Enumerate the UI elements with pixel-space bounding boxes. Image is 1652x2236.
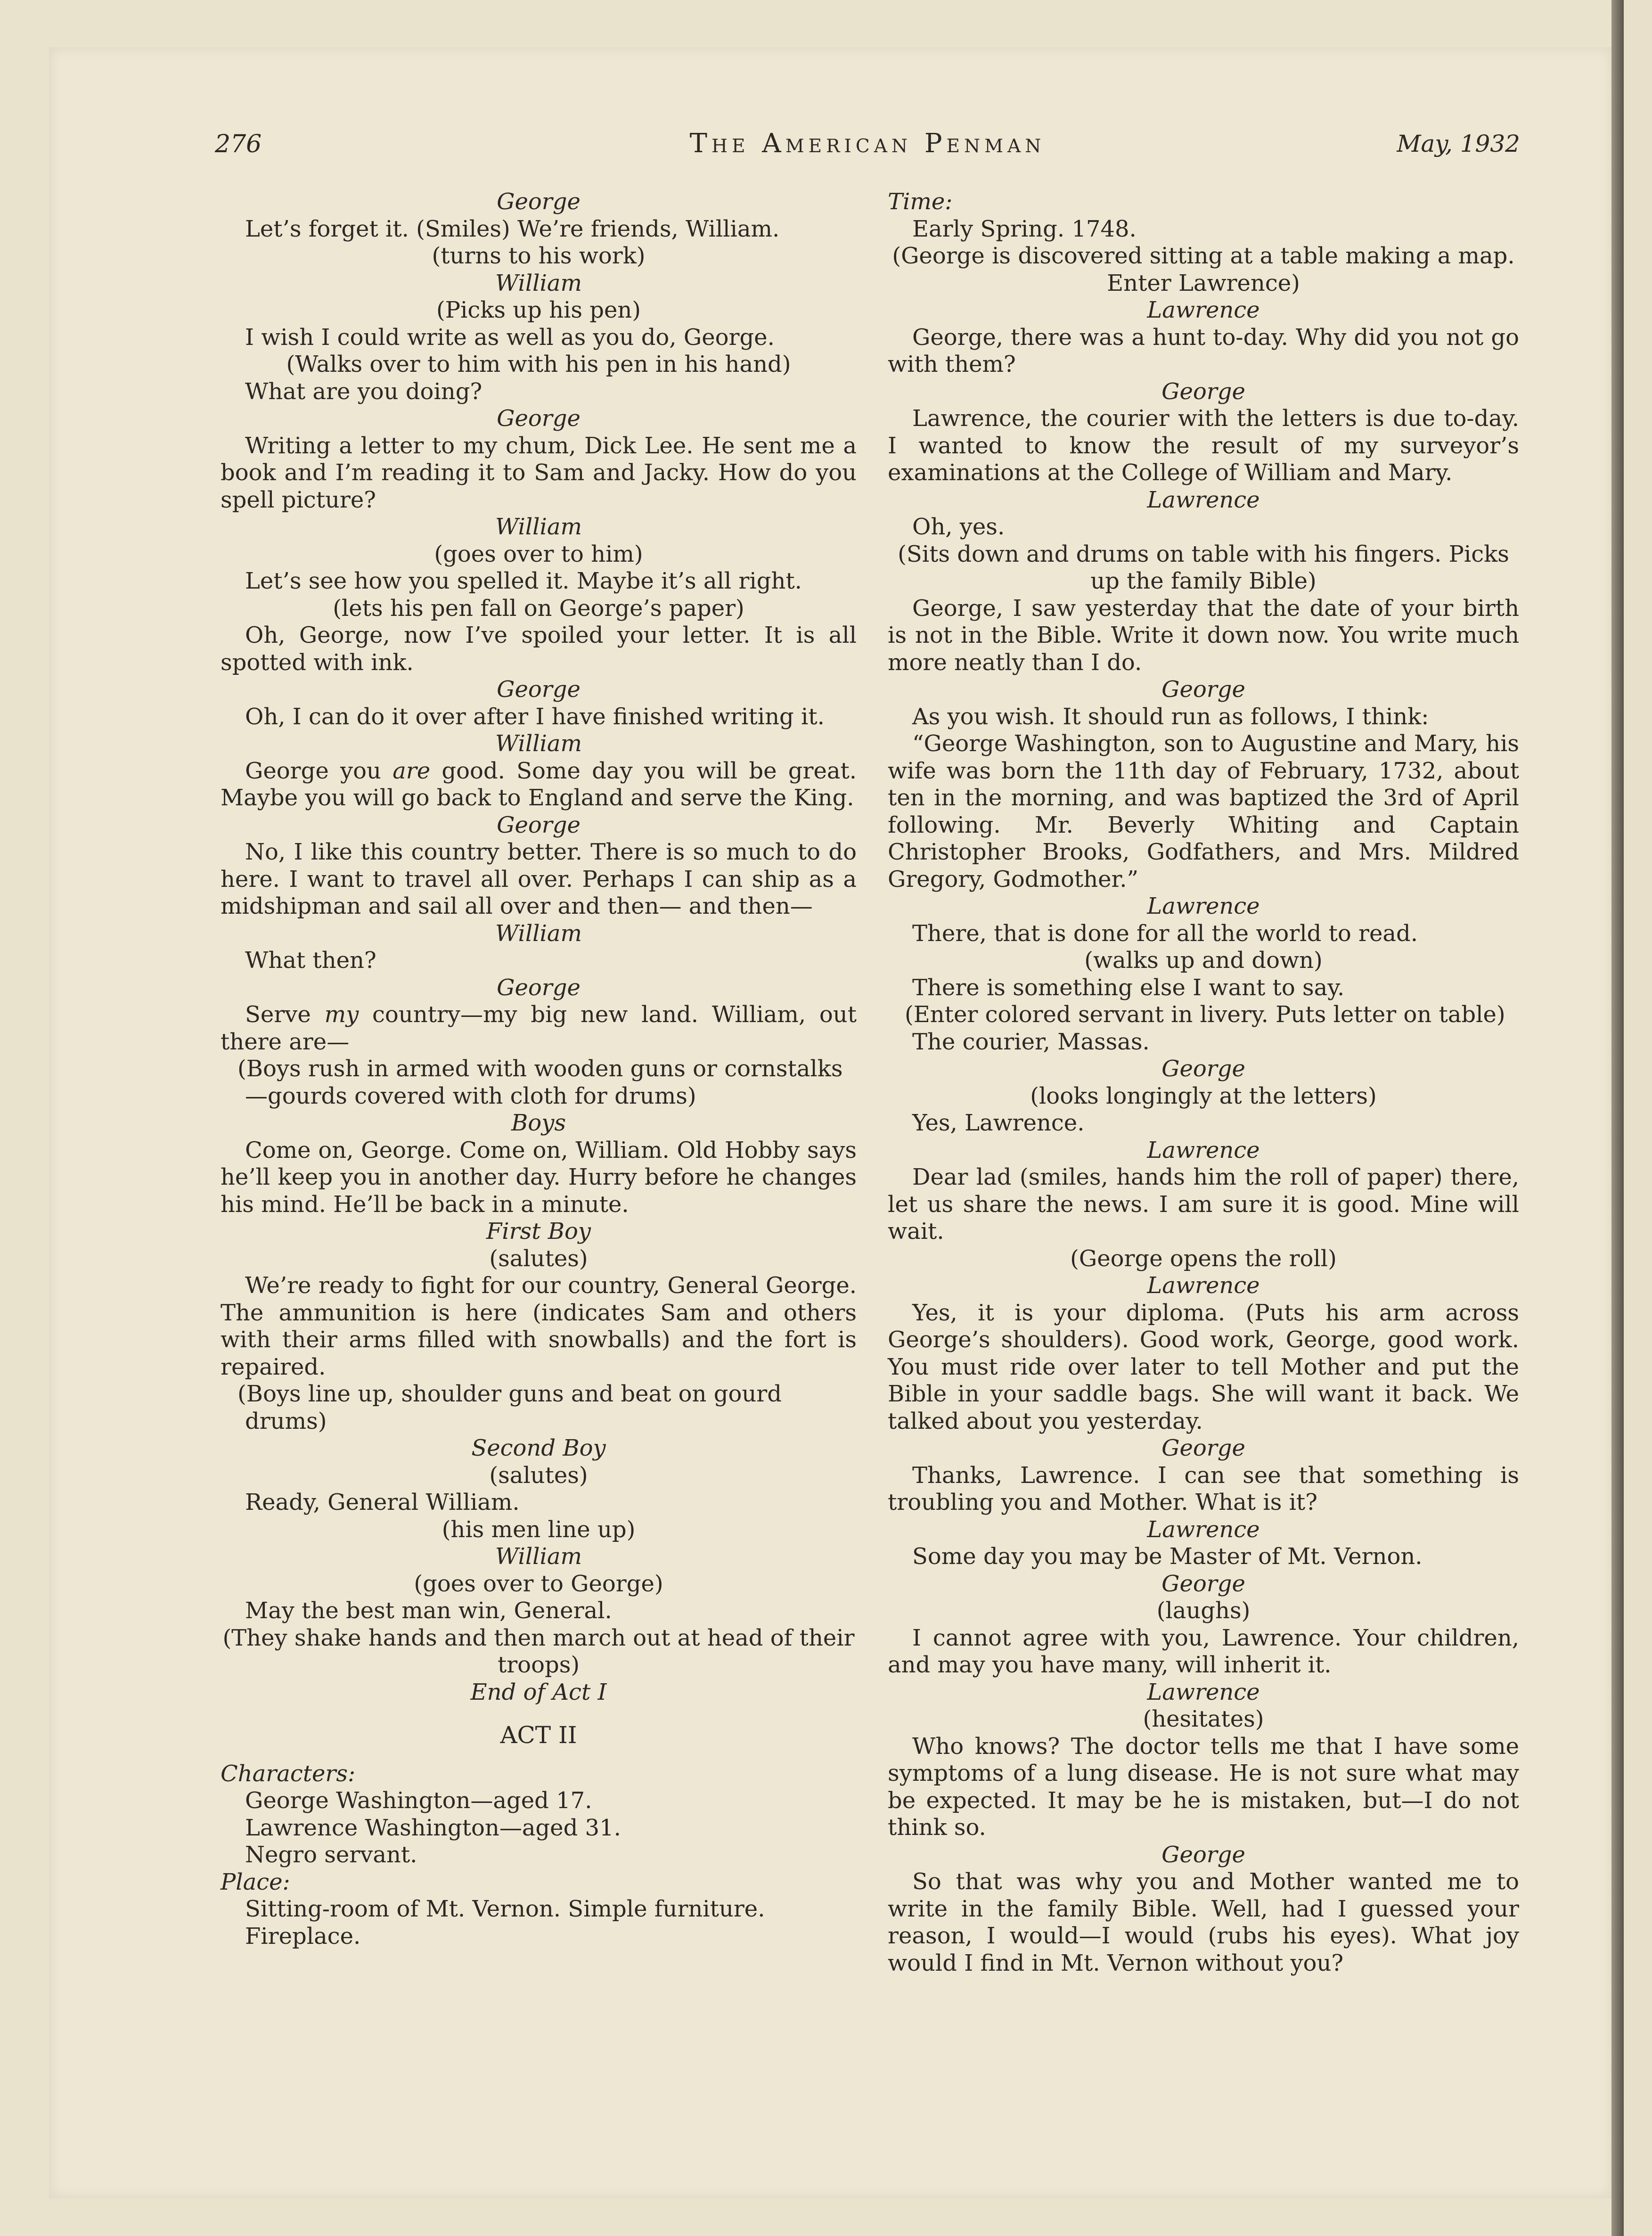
stage-direction: (Enter colored servant in livery. Puts letter on table)	[905, 1001, 1505, 1028]
dialogue-line: Fireplace.	[245, 1923, 361, 1949]
dialogue-paragraph: Yes, it is your diploma. (Puts his arm across George’s shoulders). Good work, George, good work. You must ride over later to tell Mother and put the Bible in your saddle bags. She will want it back. We talked about you yesterday.	[888, 1299, 1519, 1434]
dialogue-line: Ready, General William.	[245, 1489, 520, 1515]
running-header	[215, 123, 1520, 166]
speaker-name: George	[497, 676, 581, 703]
page-binding	[1611, 0, 1624, 2236]
speaker-name: George	[1161, 1435, 1245, 1461]
dialogue-paragraph: Come on, George. Come on, William. Old Hobby says he’ll keep you in another day. Hurry before he changes his mind. He’ll be back in a minute.	[221, 1137, 857, 1218]
dialogue-paragraph: Thanks, Lawrence. I can see that something is troubling you and Mother. What is it?	[888, 1462, 1519, 1515]
dialogue-line: What then?	[245, 947, 376, 974]
speaker-name: Lawrence	[1147, 1137, 1260, 1163]
journal-title: The American Penman	[689, 128, 1046, 159]
dialogue-paragraph: So that was why you and Mother wanted me to write in the family Bible. Well, had I guessed your reason, I would—I would (rubs his eyes). What joy would I find in Mt. Vernon without you?	[888, 1868, 1519, 1976]
dialogue-line: Some day you may be Master of Mt. Vernon.	[912, 1543, 1423, 1570]
dialogue-paragraph: I cannot agree with you, Lawrence. Your children, and may you have many, will inherit it.	[888, 1624, 1519, 1678]
speaker-name: William	[495, 270, 582, 296]
section-label: Time:	[888, 188, 953, 215]
stage-direction: (Boys line up, shoulder guns and beat on gourd drums)	[237, 1381, 782, 1434]
dialogue-line: Early Spring. 1748.	[912, 215, 1137, 242]
act-heading: ACT II	[500, 1721, 577, 1749]
speaker-name: George	[497, 974, 581, 1001]
dialogue-line: What are you doing?	[245, 378, 483, 405]
stage-direction: (Boys rush in armed with wooden guns or cornstalks —gourds covered with cloth for drums)	[237, 1056, 843, 1109]
facing-page-edge	[1624, 0, 1652, 2236]
speaker-name: George	[1161, 676, 1245, 703]
dialogue-paragraph: Oh, George, now I’ve spoiled your letter. It is all spotted with ink.	[221, 622, 857, 676]
stage-direction: (goes over to George)	[414, 1570, 663, 1597]
dialogue-line: Sitting-room of Mt. Vernon. Simple furniture.	[245, 1896, 765, 1922]
dialogue-text: George you	[245, 757, 393, 784]
dialogue-line: Oh, I can do it over after I have finished writing it.	[245, 703, 825, 730]
stage-direction: (George is discovered sitting at a table making a map. Enter Lawrence)	[892, 243, 1515, 296]
speaker-name: George	[1161, 378, 1245, 405]
speaker-name: George	[1161, 1570, 1245, 1597]
dialogue-line: Let’s see how you spelled it. Maybe it’s all right.	[245, 568, 802, 594]
dialogue-paragraph: George, there was a hunt to-day. Why did you not go with them?	[888, 324, 1519, 377]
speaker-name: Lawrence	[1147, 486, 1260, 513]
dialogue-paragraph: We’re ready to fight for our country, General George. The ammunition is here (indicates Sam and others with their arms filled with snowballs) and the fort is repaired.	[221, 1272, 857, 1380]
speaker-name: George	[497, 405, 581, 432]
stage-direction: (Sits down and drums on table with his fingers. Picks up the family Bible)	[898, 541, 1509, 594]
dialogue-text: country—my big new land. William, out there are—	[221, 1001, 857, 1055]
section-label: Characters:	[221, 1760, 356, 1787]
stage-direction: (turns to his work)	[432, 243, 646, 269]
speaker-name: Boys	[511, 1110, 566, 1136]
dialogue-text: good. Some day you will be great. Maybe you will go back to England and serve the King.	[221, 757, 857, 811]
emphasized-word: are	[393, 757, 431, 784]
speaker-name: Lawrence	[1147, 1516, 1260, 1543]
stage-direction: (looks longingly at the letters)	[1030, 1082, 1377, 1109]
stage-direction: (walks up and down)	[1084, 947, 1323, 974]
dialogue-paragraph	[221, 1001, 857, 1056]
emphasized-word: my	[324, 1001, 359, 1028]
speaker-name: William	[495, 730, 582, 757]
dialogue-paragraph	[221, 758, 857, 812]
speaker-name: George	[497, 188, 581, 215]
speaker-name: William	[495, 920, 582, 947]
stage-direction: (goes over to him)	[434, 541, 643, 567]
stage-direction: (Walks over to him with his pen in his hand)	[286, 351, 791, 377]
dialogue-paragraph: Lawrence, the courier with the letters is due to-day. I wanted to know the result of my surveyor’s examinations at the College of William and Mary.	[888, 405, 1519, 486]
dialogue-line: Negro servant.	[245, 1842, 417, 1868]
speaker-name: Second Boy	[471, 1435, 606, 1461]
dialogue-paragraph: Who knows? The doctor tells me that I have some symptoms of a lung disease. He is not sure what may be expected. It may be he is mistaken, but—I do not think so.	[888, 1733, 1519, 1841]
stage-direction: (hesitates)	[1143, 1706, 1264, 1732]
speaker-name: George	[1161, 1056, 1245, 1082]
speaker-name: Lawrence	[1147, 893, 1260, 919]
speaker-name: George	[1161, 1841, 1245, 1868]
dialogue-line: May the best man win, General.	[245, 1597, 612, 1624]
dialogue-paragraph: George, I saw yesterday that the date of your birth is not in the Bible. Write it down now. You write much more neatly than I do.	[888, 595, 1519, 676]
speaker-name: Lawrence	[1147, 1679, 1260, 1705]
left-column	[221, 188, 857, 1950]
stage-direction: (salutes)	[489, 1245, 588, 1272]
dialogue-paragraph: “George Washington, son to Augustine and Mary, his wife was born the 11th day of February, 1732, about ten in the morning, and was baptized the 3rd of April following. Mr. Beverly Whiting and Captain Christopher Brooks, Godfathers, and Mrs. Mildred Gregory, Godmother.”	[888, 730, 1519, 893]
speaker-name: William	[495, 514, 582, 540]
speaker-name: Lawrence	[1147, 297, 1260, 323]
section-label: Place:	[221, 1868, 290, 1895]
speaker-name: First Boy	[486, 1218, 591, 1245]
dialogue-paragraph: Writing a letter to my chum, Dick Lee. He sent me a book and I’m reading it to Sam and Jacky. How do you spell picture?	[221, 432, 857, 513]
dialogue-text: Serve	[245, 1001, 325, 1028]
dialogue-line: Oh, yes.	[912, 514, 1005, 540]
stage-direction: (his men line up)	[442, 1516, 636, 1543]
dialogue-line: George Washington—aged 17.	[245, 1787, 592, 1814]
dialogue-line: There, that is done for all the world to read.	[912, 920, 1418, 947]
dialogue-line: Lawrence Washington—aged 31.	[245, 1814, 621, 1841]
dialogue-line: As you wish. It should run as follows, I think:	[912, 703, 1429, 730]
dialogue-paragraph: No, I like this country better. There is so much to do here. I want to travel all over. Perhaps I can ship as a midshipman and sail all over and then— and then—	[221, 839, 857, 919]
speaker-name: George	[497, 811, 581, 838]
speaker-name: Lawrence	[1147, 1272, 1260, 1299]
stage-direction: (lets his pen fall on George’s paper)	[333, 595, 744, 622]
stage-direction: (George opens the roll)	[1070, 1245, 1337, 1272]
dialogue-line: I wish I could write as well as you do, George.	[245, 324, 775, 351]
stage-direction: (laughs)	[1156, 1597, 1251, 1624]
speaker-name: End of Act I	[470, 1679, 607, 1705]
dialogue-line: There is something else I want to say.	[912, 974, 1345, 1001]
dialogue-line: The courier, Massas.	[912, 1028, 1150, 1055]
dialogue-line: Let’s forget it. (Smiles) We’re friends, William.	[245, 215, 780, 242]
dialogue-line: Yes, Lawrence.	[912, 1110, 1085, 1136]
issue-date: May, 1932	[1397, 130, 1520, 157]
speaker-name: William	[495, 1543, 582, 1570]
right-column	[888, 188, 1519, 1977]
stage-direction: (They shake hands and then march out at head of their troops)	[222, 1624, 855, 1678]
stage-direction: (Picks up his pen)	[436, 297, 641, 323]
page-number: 276	[215, 130, 262, 158]
dialogue-paragraph: Dear lad (smiles, hands him the roll of paper) there, let us share the news. I am sure it is good. Mine will wait.	[888, 1164, 1519, 1245]
stage-direction: (salutes)	[489, 1462, 588, 1489]
